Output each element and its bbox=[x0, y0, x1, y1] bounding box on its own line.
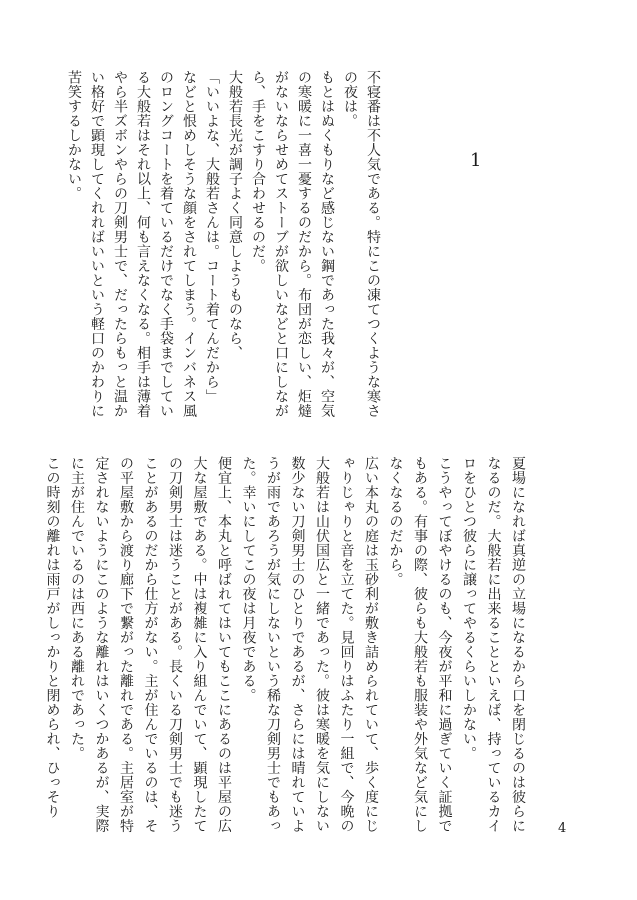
paragraph: 広い本丸の庭は玉砂利が敷き詰められていて、歩く度にじゃりじゃりと音を立てた。見回りはふたり一組で、今晩の大般若は山伏国広と一緒であった。彼は寒暖を気にしない数少ない刀剣男士のひとりであるが、さらには晴れていようが雨であろうが気にしないという稀な刀剣男士でもあった。幸いにしてこの夜は月夜である。 bbox=[240, 456, 379, 833]
lower-text-block bbox=[44, 456, 530, 836]
paragraph: などと恨めしそうな顔をされてしまう。インバネス風のロングコートを着ているだけでなく手袋までしている大般若はそれ以上、何も言えなくなる。相手は薄着やら半ズボンやらの刀剣男士で、だったらもっと温かい格好で顕現してくれればいいという軽口のかわりに苦笑するしかない。 bbox=[66, 70, 197, 418]
paragraph: 大般若長光が調子よく同意しようものなら、 bbox=[227, 70, 243, 360]
paragraph: 夏場になれば真逆の立場になるから口を閉じるのは彼らになるのだ。大般若に出来ることといえば、持っているカイロをひとつ彼らに譲ってやるくらいしかない。 bbox=[461, 456, 526, 833]
paragraph: こうやってぼやけるのも、今夜が平和に過ぎていく証拠でもある。有事の際、彼らも大般若も服装や外気など気にしなくなるのだから。 bbox=[387, 456, 453, 833]
paragraph: 不寝番は不人気である。特にこの凍てつくような寒さの夜は。 bbox=[342, 70, 381, 418]
paragraph: この時刻の離れは雨戸がしっかりと閉められ、ひっそり bbox=[44, 456, 61, 819]
upper-text-block bbox=[66, 70, 384, 432]
paragraph: 便宜上、本丸と呼ばれてはいてもここにあるのは平屋の広大な屋敷である。中は複雑に入り組んでいて、顕現したての刀剣男士は迷うことがある。長くいる刀剣男士でも迷うことがあるのだから仕方がない。主が住んでいるのは、その平屋敷から渡り廊下で繋がった離れである。主居室が特定されないようにこのような離れはいくつかあるが、実際に主が住んでいるのは西にある離れであった。 bbox=[69, 456, 232, 833]
paragraph: もとはぬくもりなど感じない鋼であった我々が、空気の寒暖に一喜一憂するのだから。布団が恋しい、炬燵がないならせめてストーブが欲しいなどと口にしながら、手をこすり合わせるのだ。 bbox=[250, 70, 335, 418]
chapter-number: 1 bbox=[470, 150, 482, 171]
dialogue-line: 「いいよな、大般若さんは。コート着てんだから」 bbox=[204, 70, 220, 404]
page-number: 4 bbox=[558, 821, 567, 836]
